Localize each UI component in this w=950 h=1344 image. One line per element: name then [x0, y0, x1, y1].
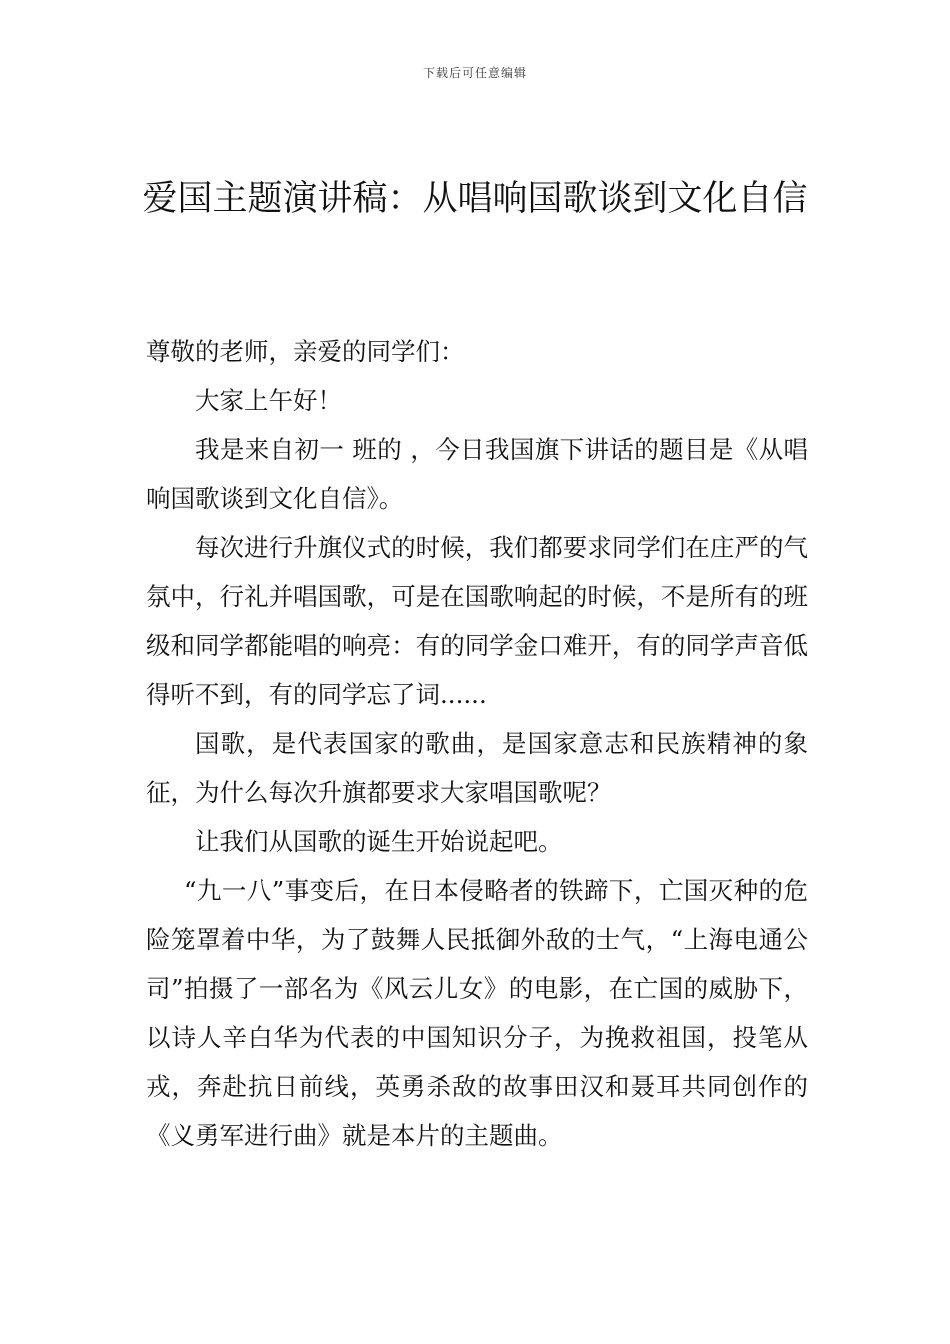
greeting-paragraph: 大家上午好！: [195, 386, 342, 415]
introduction-paragraph: 我是来自初一 班的 ，今日我国旗下讲话的题目是《从唱响国歌谈到文化自信》。: [146, 435, 808, 513]
document-body: [146, 327, 808, 1160]
page-header-note: 下载后可任意编辑: [422, 66, 527, 80]
body-paragraph: 国歌，是代表国家的歌曲，是国家意志和民族精神的象征，为什么每次升旗都要求大家唱国歌呢？: [146, 729, 808, 807]
salutation-paragraph: 尊敬的老师，亲爱的同学们：: [146, 337, 465, 366]
document-title: 爱国主题演讲稿：从唱响国歌谈到文化自信: [142, 179, 808, 219]
body-paragraph: “九一八”事变后，在日本侵略者的铁蹄下，亡国灭种的危险笼罩着中华，为了鼓舞人民抵御外敌的士气，“上海电通公司”拍摄了一部名为《风云儿女》的电影，在亡国的威胁下，以诗人辛白华为代表的中国知识分子，为挽救祖国，投笔从戎，奔赴抗日前线，英勇杀敌的故事田汉和聂耳共同创作的《义勇军进行曲》就是本片的主题曲。: [146, 876, 808, 1150]
body-paragraph: 让我们从国歌的诞生开始说起吧。: [195, 827, 563, 856]
body-paragraph: 每次进行升旗仪式的时候，我们都要求同学们在庄严的气氛中，行礼并唱国歌，可是在国歌响起的时候，不是所有的班级和同学都能唱的响亮：有的同学金口难开，有的同学声音低得听不到，有的同学忘了词......: [146, 533, 808, 709]
